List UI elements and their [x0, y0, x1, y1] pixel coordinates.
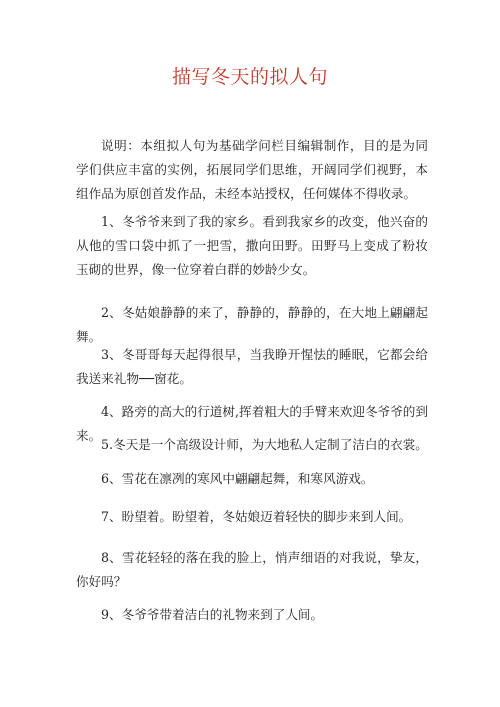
sentence-item-1: 1、冬爷爷来到了我的家乡。看到我家乡的改变，他兴奋的从他的雪口袋中抓了一把雪，撒向田野。田野马上变成了粉妆玉砌的世界，像一位穿着白群的妙龄少女。	[76, 214, 428, 277]
sentence-item-2: 2、冬姑娘静静的来了，静静的，静静的，在大地上翩翩起舞。	[76, 305, 428, 344]
sentence-item-9: 9、冬爷爷带着洁白的礼物来到了人间。	[101, 607, 324, 622]
document-title: 描写冬天的拟人句	[171, 66, 328, 88]
sentence-item-5: 5.冬天是一个高级设计师，为大地私人定制了洁白的衣裳。	[101, 437, 428, 452]
sentence-item-8: 8、雪花轻轻的落在我的脸上，悄声细语的对我说，挚友，你好吗？	[76, 550, 428, 589]
intro-paragraph: 说明：本组拟人句为基础学问栏目编辑制作，目的是为同学们供应丰富的实例，拓展同学们思维，开阔同学们视野，本组作品为原创首发作品，未经本站授权，任何媒体不得收录。	[76, 138, 428, 201]
sentence-item-3: 3、冬哥哥每天起得很早，当我睁开惺怯的睡眠，它都会给我送来礼物──窗花。	[76, 347, 428, 386]
sentence-item-6: 6、雪花在凛冽的寒风中翩翩起舞，和寒风游戏。	[101, 471, 374, 486]
sentence-item-7: 7、盼望着。盼望着，冬姑娘迈着轻快的脚步来到人间。	[101, 509, 412, 524]
sentence-item-4: 4、路旁的高大的行道树,挥着粗大的手臂来欢迎冬爷爷的到来。	[76, 404, 428, 443]
